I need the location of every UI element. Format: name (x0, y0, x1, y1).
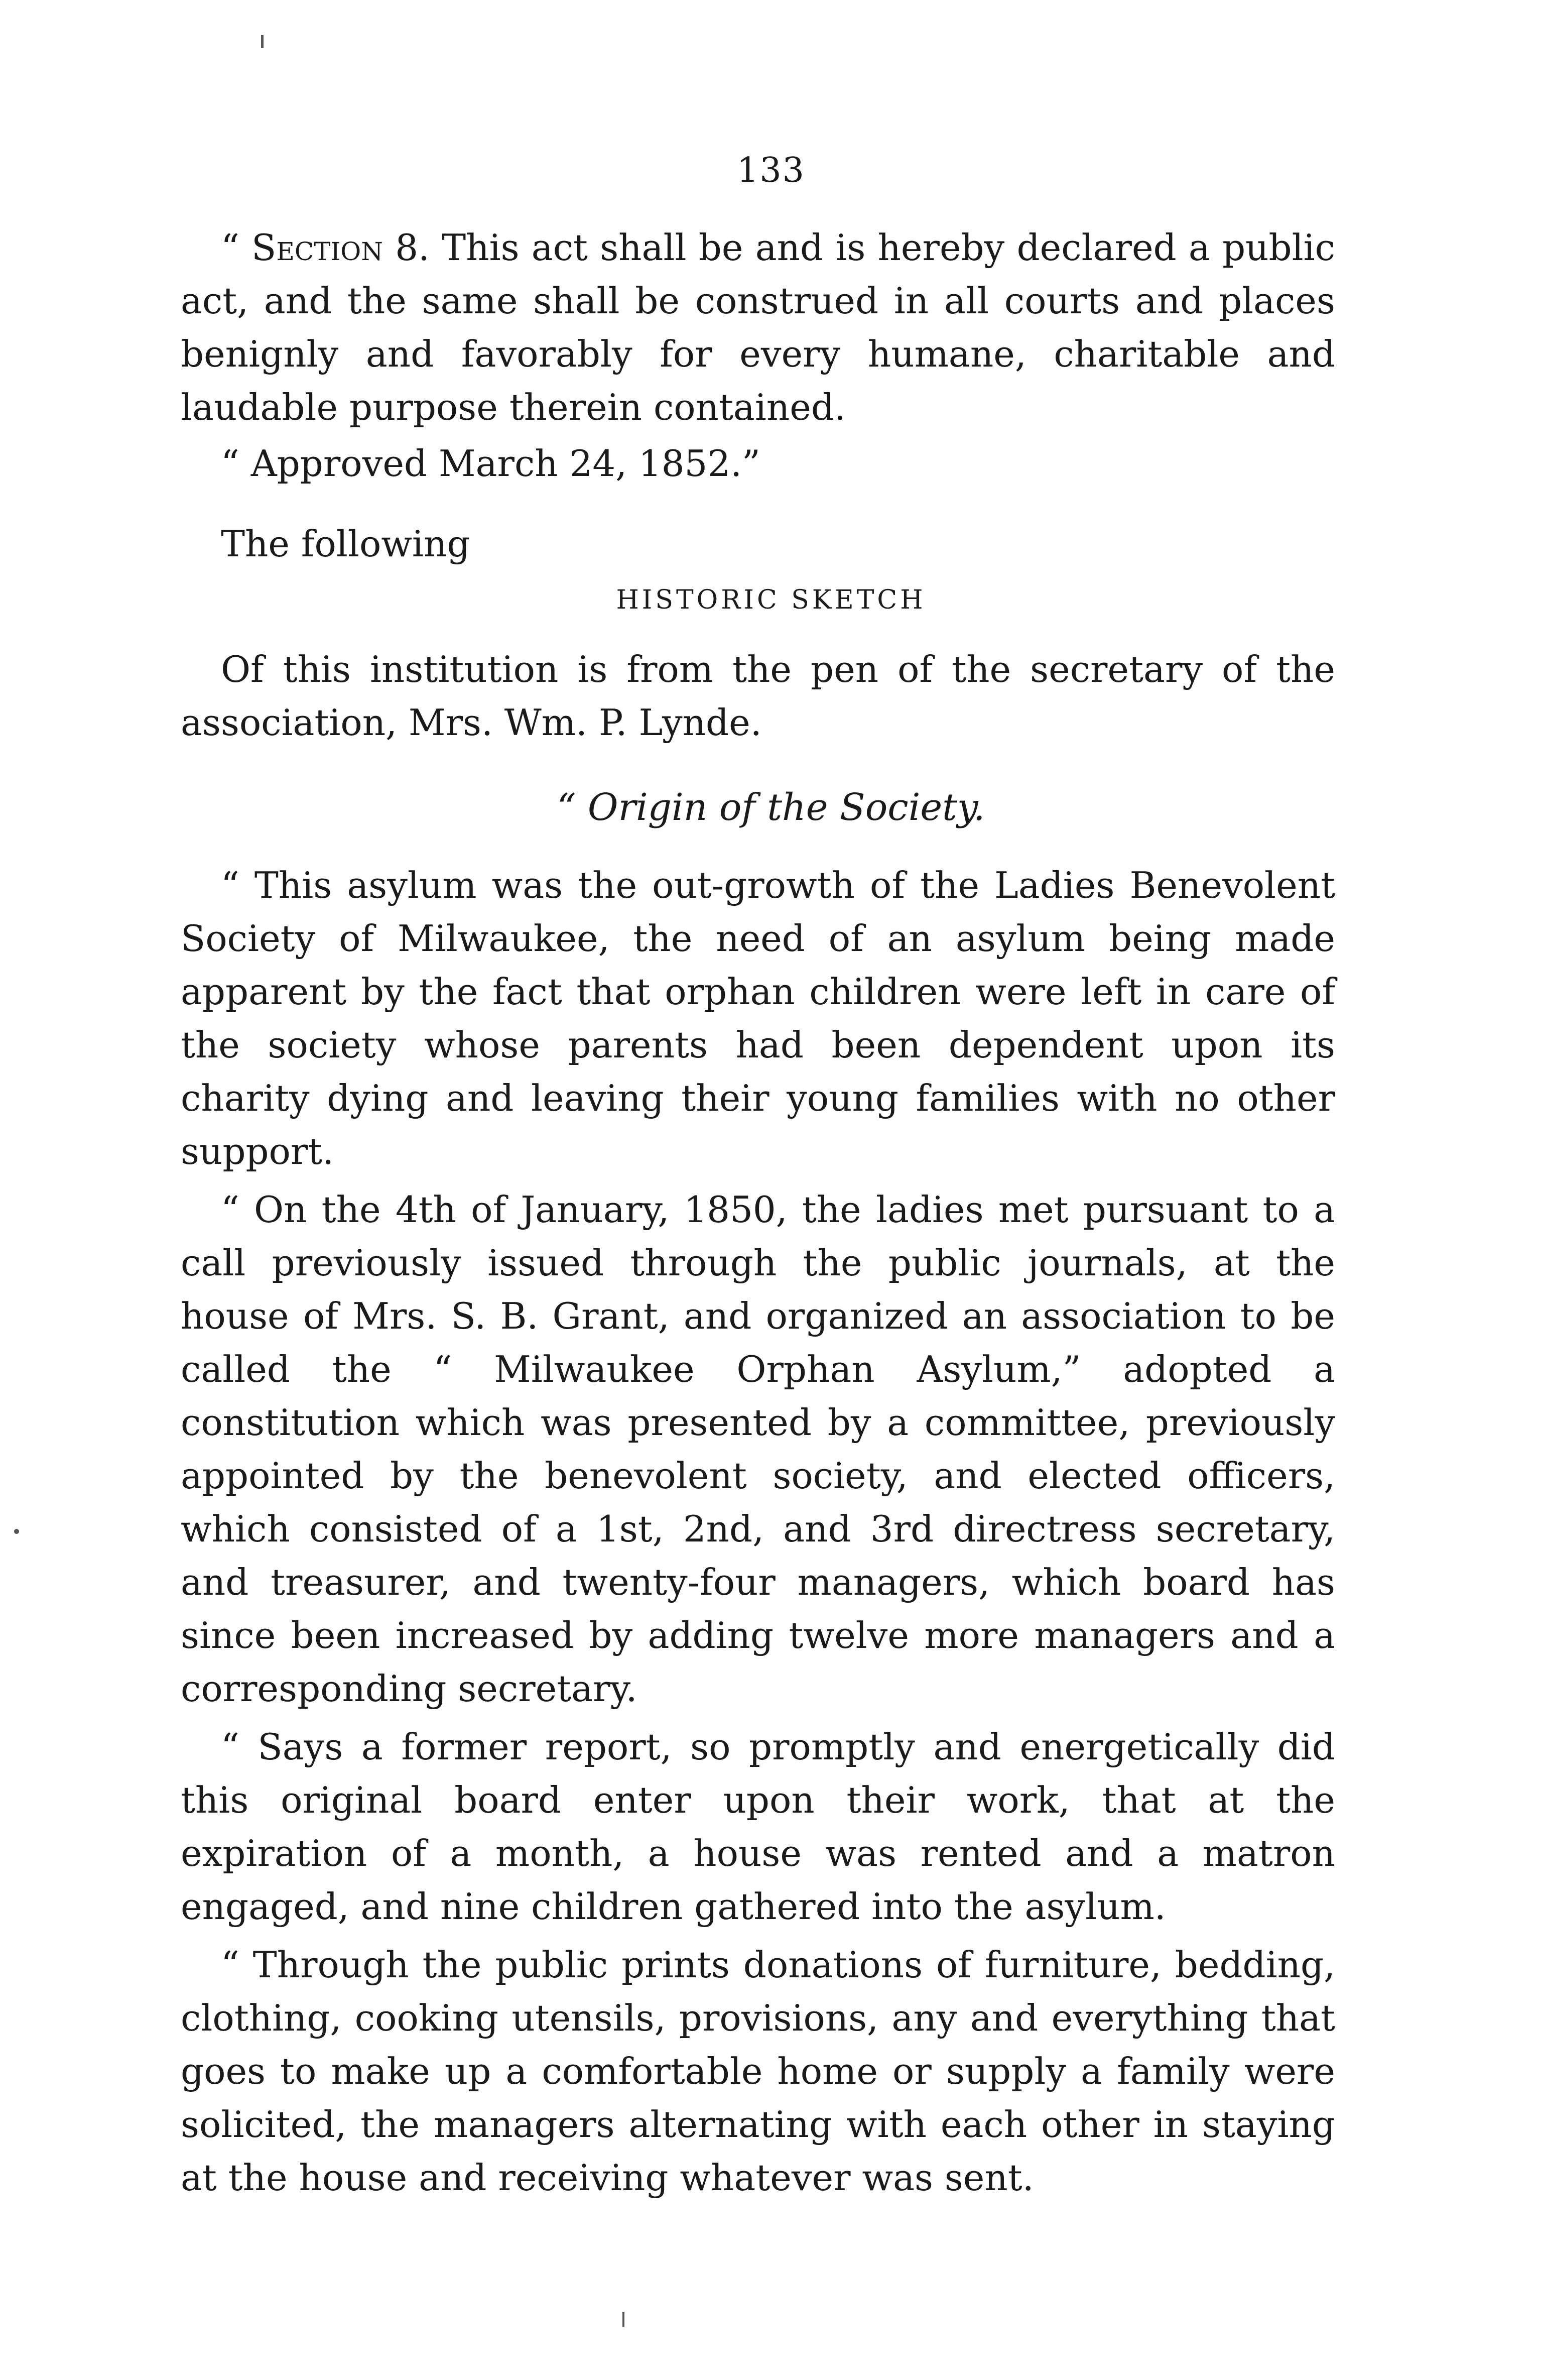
historic-sketch-heading: HISTORIC SKETCH (616, 585, 926, 615)
section-8-text (181, 221, 1335, 434)
body-paragraphs (181, 859, 1335, 2204)
print-speck (622, 2312, 624, 2327)
intro-paragraph (181, 643, 1335, 749)
origin-heading: “ Origin of the Society. (557, 786, 985, 829)
print-speck (14, 1529, 19, 1534)
intro-text: Of this institution is from the pen of the secretary of the association, Mrs. Wm. P. Lynde. (181, 648, 1335, 744)
section-8-label: “ Section 8. (221, 226, 430, 269)
paragraph-january-meeting: “ On the 4th of January, 1850, the ladies met pursuant to a call previously issued through the public journals, at the house of Mrs. S. B. Grant, and organized an association to be called the “ Milwaukee Orphan Asylum,” adopted a constitution which was presented by a committee, previously appointed by the benevolent society, and elected officers, which consisted of a 1st, 2nd, and 3rd directress secretary, and treasurer, and twenty-four managers, which board has since been increased by adding twelve more managers and a corresponding secretary. (181, 1188, 1335, 1710)
approved-text: “ Approved March 24, 1852.” (221, 442, 760, 485)
following-line (181, 517, 1335, 570)
print-speck (261, 35, 264, 48)
paragraph-asylum-origin: “ This asylum was the out-growth of the Ladies Benevolent Society of Milwaukee, the need of an asylum being made apparent by the fact that orphan children were left in care of the society whose parents had been dependent upon its charity dying and leaving their young families with no other support. (181, 864, 1335, 1172)
following-text: The following (221, 523, 470, 565)
paragraph-former-report: “ Says a former report, so promptly and energetically did this original board enter upon their work, that at the expiration of a month, a house was rented and a matron engaged, and nine children gathered into the asylum. (181, 1726, 1335, 1928)
page-number: 133 (737, 151, 805, 190)
section-8-paragraph (181, 221, 1335, 434)
paragraph-donations: “ Through the public prints donations of furniture, bedding, clothing, cooking utensils, provisions, any and everything that goes to make up a comfortable home or supply a family were solicited, the managers alternating with each other in staying at the house and receiving whatever was sent. (181, 1944, 1335, 2199)
section-8-body: This act shall be and is hereby declared a public act, and the same shall be construed in all courts and places benignly and favorably for every humane, charitable and laudable purpose therein contained. (181, 226, 1336, 428)
approved-line (181, 437, 1335, 490)
